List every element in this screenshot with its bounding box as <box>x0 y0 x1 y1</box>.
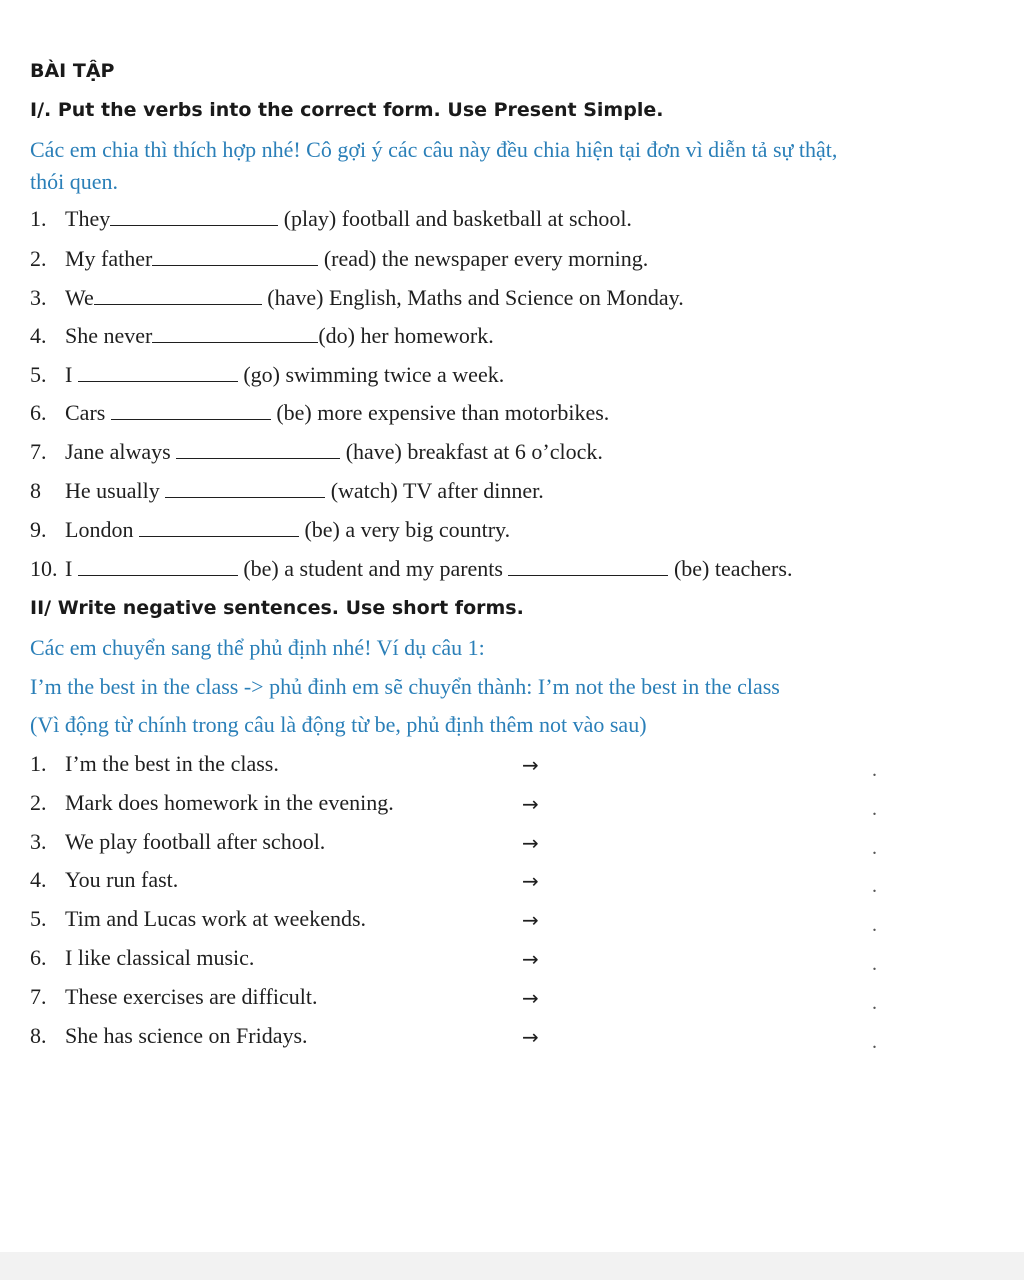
item-rest: (read) the newspaper every morning. <box>323 246 649 271</box>
exercise2-item-1 <box>30 751 279 777</box>
item-number: 4. <box>30 323 47 348</box>
item-number: 1. <box>30 206 47 231</box>
answer-blank[interactable] <box>152 324 318 343</box>
exercise1-item-1 <box>30 206 632 232</box>
item-number: 4. <box>30 867 47 892</box>
item-subject: She never <box>65 323 153 348</box>
item-subject: They <box>65 206 111 231</box>
item-number: 9. <box>30 517 47 542</box>
item-number: 2. <box>30 790 47 815</box>
item-rest: (be) a very big country. <box>304 517 511 542</box>
answer-blank[interactable] <box>176 440 340 459</box>
section2-heading: II/ Write negative sentences. Use short forms. <box>30 597 524 619</box>
answer-blank[interactable] <box>165 479 325 498</box>
item-number: 2. <box>30 246 47 271</box>
item-rest: (do) her homework. <box>318 323 494 348</box>
answer-blank[interactable] <box>78 557 238 576</box>
answer-end-mark: . <box>872 914 877 936</box>
item-number: 6. <box>30 945 47 970</box>
item-subject: London <box>65 517 134 542</box>
answer-end-mark: . <box>872 992 877 1014</box>
exercise2-item-6 <box>30 945 254 971</box>
answer-end-mark: . <box>872 953 877 975</box>
section2-note-line2: I’m the best in the class -> phủ đinh em sẽ chuyển thành: I’m not the best in the class <box>30 674 780 699</box>
answer-end-mark: . <box>872 1031 877 1053</box>
item-rest: (watch) TV after dinner. <box>330 478 544 503</box>
answer-blank[interactable] <box>78 363 238 382</box>
item-subject: Cars <box>65 400 106 425</box>
section1-note-line2: thói quen. <box>30 169 118 194</box>
item-rest: (be) teachers. <box>673 556 793 581</box>
item-number: 7. <box>30 439 47 464</box>
item-sentence: We play football after school. <box>65 829 326 854</box>
exercise1-item-7 <box>30 439 603 465</box>
item-number: 8 <box>30 478 41 503</box>
section2-note-line3: (Vì động từ chính trong câu là động từ be, phủ định thêm not vào sau) <box>30 712 647 737</box>
exercise2-item-5 <box>30 906 366 932</box>
answer-end-mark: . <box>872 759 877 781</box>
exercise2-item-3 <box>30 829 325 855</box>
answer-blank[interactable] <box>111 401 271 420</box>
item-rest: (play) football and basketball at school. <box>283 206 632 231</box>
exercise1-item-2 <box>30 246 648 272</box>
exercise2-item-4 <box>30 867 178 893</box>
item-rest: (be) more expensive than motorbikes. <box>276 400 610 425</box>
item-subject: We <box>65 285 94 310</box>
item-rest: (go) swimming twice a week. <box>243 362 505 387</box>
item-sentence: I’m the best in the class. <box>65 751 279 776</box>
exercise1-item-6 <box>30 400 609 426</box>
exercise2-item-8 <box>30 1023 308 1049</box>
exercise2-item-7 <box>30 984 317 1010</box>
answer-blank[interactable] <box>152 247 318 266</box>
item-number: 8. <box>30 1023 47 1048</box>
item-middle: (be) a student and my parents <box>243 556 503 581</box>
answer-blank[interactable] <box>94 286 262 305</box>
item-number: 1. <box>30 751 47 776</box>
section1-note-line1: Các em chia thì thích hợp nhé! Cô gợi ý các câu này đều chia hiện tại đơn vì diễn tả sự thật, <box>30 137 838 162</box>
answer-end-mark: . <box>872 837 877 859</box>
item-subject: My father <box>65 246 153 271</box>
page-title: BÀI TẬP <box>30 60 115 82</box>
answer-end-mark: . <box>872 798 877 820</box>
item-subject: He usually <box>65 478 160 503</box>
exercise1-item-3 <box>30 285 684 311</box>
section2-note-line1: Các em chuyển sang thể phủ định nhé! Ví dụ câu 1: <box>30 635 485 660</box>
exercise1-item-8 <box>30 478 544 504</box>
exercise1-item-10 <box>30 556 792 582</box>
item-number: 5. <box>30 906 47 931</box>
item-sentence: Tim and Lucas work at weekends. <box>65 906 367 931</box>
arrow-icon: → <box>522 869 539 893</box>
answer-end-mark: . <box>872 875 877 897</box>
section1-heading: I/. Put the verbs into the correct form. Use Present Simple. <box>30 99 664 121</box>
exercise1-item-4 <box>30 323 494 349</box>
item-subject: I <box>65 362 73 387</box>
item-subject: Jane always <box>65 439 171 464</box>
item-number: 3. <box>30 285 47 310</box>
exercise1-item-5 <box>30 362 504 388</box>
arrow-icon: → <box>522 908 539 932</box>
item-sentence: She has science on Fridays. <box>65 1023 308 1048</box>
item-number: 7. <box>30 984 47 1009</box>
arrow-icon: → <box>522 831 539 855</box>
item-sentence: You run fast. <box>65 867 179 892</box>
answer-blank[interactable] <box>139 518 299 537</box>
exercise2-item-2 <box>30 790 394 816</box>
item-sentence: I like classical music. <box>65 945 255 970</box>
arrow-icon: → <box>522 947 539 971</box>
item-number: 10. <box>30 556 58 581</box>
item-sentence: These exercises are difficult. <box>65 984 318 1009</box>
item-number: 3. <box>30 829 47 854</box>
exercise1-item-9 <box>30 517 510 543</box>
item-rest: (have) English, Maths and Science on Monday. <box>267 285 684 310</box>
arrow-icon: → <box>522 986 539 1010</box>
item-subject: I <box>65 556 73 581</box>
bottom-shade <box>0 1252 1024 1280</box>
answer-blank[interactable] <box>110 207 278 226</box>
arrow-icon: → <box>522 792 539 816</box>
item-rest: (have) breakfast at 6 o’clock. <box>345 439 603 464</box>
arrow-icon: → <box>522 1025 539 1049</box>
answer-blank-2[interactable] <box>508 557 668 576</box>
item-sentence: Mark does homework in the evening. <box>65 790 394 815</box>
item-number: 6. <box>30 400 47 425</box>
item-number: 5. <box>30 362 47 387</box>
arrow-icon: → <box>522 753 539 777</box>
